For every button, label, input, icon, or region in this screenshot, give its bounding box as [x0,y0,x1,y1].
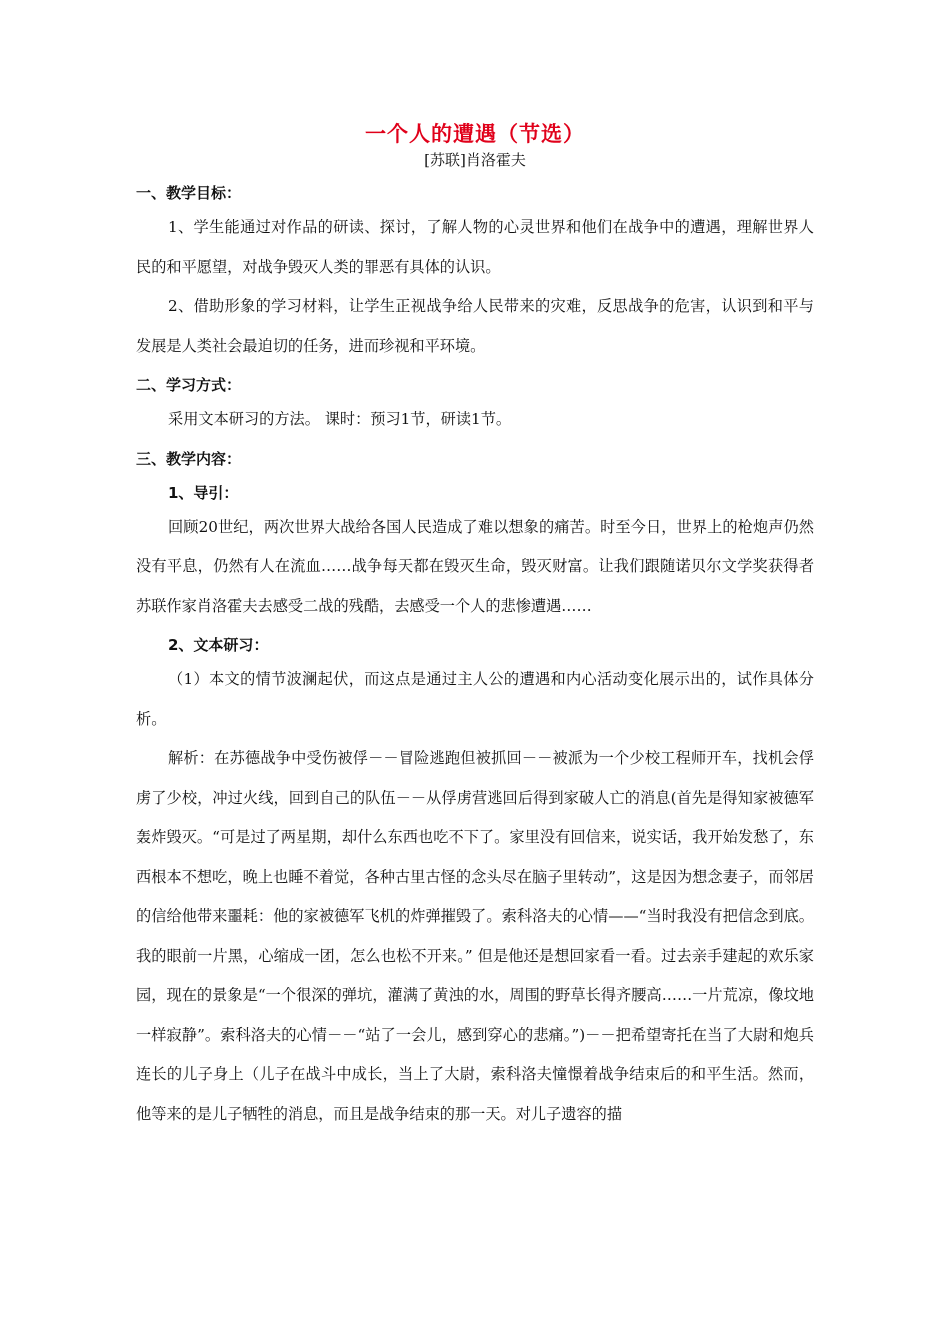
section-heading-content: 三、教学内容： [136,449,242,468]
subheading-intro: 1、导引： [168,483,239,502]
document-page [136,118,814,1134]
goal-paragraph-2: 2、借助形象的学习材料，让学生正视战争给人民带来的灾难，反思战争的危害，认识到和平与发展是人类社会最迫切的任务，进而珍视和平环境。 [136,297,814,355]
subheading-text-study: 2、文本研习： [168,636,269,654]
document-title: 一个人的遭遇（节选） [365,122,585,146]
document-author: [苏联]肖洛霍夫 [424,151,526,169]
section-heading-method: 二、学习方式： [136,376,242,394]
section-heading-goals: 一、教学目标： [136,184,242,202]
analysis-paragraph: 解析：在苏德战争中受伤被俘－－冒险逃跑但被抓回－－被派为一个少校工程师开车，找机会俘虏了少校，冲过火线，回到自己的队伍－－从俘虏营逃回后得到家破人亡的消息(首先是得知家被德军轰炸毁灭。“可是过了两星期，却什么东西也吃不下了。家里没有回信来，说实话，我开始发愁了，东西根本不想吃，晚上也睡不着觉，各种古里古怪的念头尽在脑子里转动”，这是因为想念妻子，而邻居的信给他带来噩耗：他的家被德军飞机的炸弹摧毁了。索科洛夫的心情——“当时我没有把信念到底。我的眼前一片黑，心缩成一团，怎么也松不开来。” 但是他还是想回家看一看。过去亲手建起的欢乐家园，现在的景象是“一个很深的弹坑，灌满了黄浊的水，周围的野草长得齐腰高……一片荒凉，像坟地一样寂静”。索科洛夫的心情－－“站了一会儿，感到穿心的悲痛。”)－－把希望寄托在当了大尉和炮兵连长的儿子身上（儿子在战斗中成长，当上了大尉，索科洛夫憧憬着战争结束后的和平生活。然而，他等来的是儿子牺牲的消息，而且是战争结束的那一天。对儿子遗容的描 [136,749,814,1123]
question-paragraph-1: （1）本文的情节波澜起伏，而这点是通过主人公的遭遇和内心活动变化展示出的，试作具体分析。 [136,670,814,728]
goal-paragraph-1: 1、学生能通过对作品的研读、探讨，了解人物的心灵世界和他们在战争中的遭遇，理解世界人民的和平愿望，对战争毁灭人类的罪恶有具体的认识。 [136,218,814,276]
intro-paragraph: 回顾20世纪，两次世界大战给各国人民造成了难以想象的痛苦。时至今日，世界上的枪炮声仍然没有平息，仍然有人在流血……战争每天都在毁灭生命，毁灭财富。让我们跟随诺贝尔文学奖获得者苏联作家肖洛霍夫去感受二战的残酷，去感受一个人的悲惨遭遇…… [136,517,814,615]
method-paragraph: 采用文本研习的方法。 课时：预习1节，研读1节。 [168,410,512,428]
